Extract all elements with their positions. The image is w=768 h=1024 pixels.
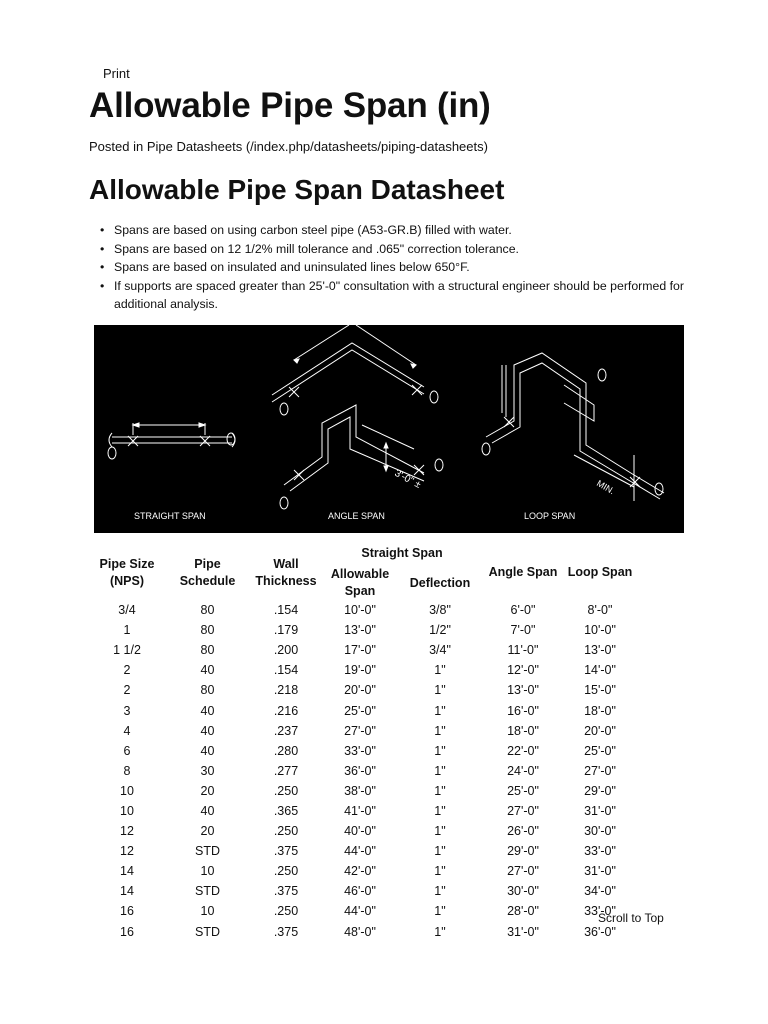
cell-angle-span: 31'-0" bbox=[507, 924, 539, 939]
page-title: Allowable Pipe Span (in) bbox=[89, 86, 491, 125]
cell-angle-span: 28'-0" bbox=[507, 904, 539, 919]
cell-pipe-size: 12 bbox=[120, 844, 134, 859]
cell-pipe-size: 14 bbox=[120, 864, 134, 879]
cell-allowable-span: 38'-0" bbox=[344, 783, 376, 798]
table-row bbox=[89, 721, 636, 741]
cell-deflection: 1" bbox=[434, 924, 446, 939]
note-item: • Spans are based on using carbon steel pipe (A53-GR.B) filled with water. bbox=[98, 221, 688, 240]
table-row bbox=[89, 922, 636, 942]
table-row bbox=[89, 741, 636, 761]
cell-deflection: 1" bbox=[434, 844, 446, 859]
header-loop-span: Loop Span bbox=[567, 565, 633, 579]
cell-loop-span: 10'-0" bbox=[584, 623, 616, 638]
cell-angle-span: 29'-0" bbox=[507, 844, 539, 859]
cell-angle-span: 16'-0" bbox=[507, 703, 539, 718]
cell-pipe-size: 1 bbox=[123, 623, 131, 638]
angle-span-label: ANGLE SPAN bbox=[328, 511, 385, 521]
cell-wall-thickness: .200 bbox=[273, 643, 299, 658]
cell-allowable-span: 48'-0" bbox=[344, 924, 376, 939]
cell-allowable-span: 17'-0" bbox=[344, 643, 376, 658]
cell-pipe-size: 10 bbox=[120, 783, 134, 798]
cell-allowable-span: 19'-0" bbox=[344, 663, 376, 678]
cell-wall-thickness: .277 bbox=[273, 763, 299, 778]
cell-wall-thickness: .250 bbox=[273, 864, 299, 879]
table-row bbox=[89, 660, 636, 680]
cell-wall-thickness: .216 bbox=[273, 703, 299, 718]
cell-deflection: 1" bbox=[434, 723, 446, 738]
header-straight-span: Straight Span bbox=[361, 546, 443, 560]
cell-loop-span: 14'-0" bbox=[584, 663, 616, 678]
notes-list bbox=[98, 221, 688, 314]
angle-span-drawing bbox=[272, 325, 443, 509]
cell-pipe-size: 12 bbox=[120, 824, 134, 839]
cell-deflection: 1/2" bbox=[429, 623, 451, 638]
cell-wall-thickness: .154 bbox=[273, 603, 299, 618]
cell-deflection: 3/4" bbox=[429, 643, 451, 658]
cell-pipe-size: 8 bbox=[123, 763, 131, 778]
cell-deflection: 1" bbox=[434, 803, 446, 818]
cell-schedule: 80 bbox=[200, 683, 215, 698]
cell-allowable-span: 44'-0" bbox=[344, 844, 376, 859]
cell-deflection: 1" bbox=[434, 904, 446, 919]
table-row bbox=[89, 841, 636, 861]
cell-loop-span: 34'-0" bbox=[584, 884, 616, 899]
cell-loop-span: 29'-0" bbox=[584, 783, 616, 798]
cell-schedule: 40 bbox=[200, 703, 215, 718]
cell-schedule: 80 bbox=[200, 623, 215, 638]
cell-angle-span: 18'-0" bbox=[507, 723, 539, 738]
table-row bbox=[89, 640, 636, 660]
cell-deflection: 1" bbox=[434, 743, 446, 758]
cell-schedule: 30 bbox=[200, 763, 215, 778]
header-thickness-label: Thickness bbox=[255, 573, 317, 588]
header-allowable-label: Allowable bbox=[330, 567, 390, 581]
table-row bbox=[89, 901, 636, 921]
header-deflection: Deflection bbox=[409, 575, 471, 590]
cell-loop-span: 20'-0" bbox=[584, 723, 616, 738]
note-item: • Spans are based on 12 1/2% mill tolerance and .065" correction tolerance. bbox=[98, 240, 688, 259]
table-row bbox=[89, 821, 636, 841]
cell-pipe-size: 1 1/2 bbox=[113, 643, 141, 658]
table-row bbox=[89, 781, 636, 801]
cell-loop-span: 8'-0" bbox=[587, 603, 613, 618]
cell-angle-span: 7'-0" bbox=[510, 623, 536, 638]
cell-schedule: STD bbox=[195, 884, 220, 899]
cell-schedule: 10 bbox=[200, 864, 215, 879]
cell-loop-span: 31'-0" bbox=[584, 803, 616, 818]
cell-wall-thickness: .218 bbox=[273, 683, 299, 698]
cell-wall-thickness: .250 bbox=[273, 783, 299, 798]
cell-deflection: 1" bbox=[434, 683, 446, 698]
cell-wall-thickness: .237 bbox=[273, 723, 299, 738]
note-item: • Spans are based on insulated and uninsulated lines below 650°F. bbox=[98, 258, 688, 277]
cell-angle-span: 26'-0" bbox=[507, 824, 539, 839]
cell-wall-thickness: .375 bbox=[273, 924, 299, 939]
cell-loop-span: 18'-0" bbox=[584, 703, 616, 718]
cell-schedule: 20 bbox=[200, 824, 215, 839]
category-link[interactable]: (/index.php/datasheets/piping-datasheets) bbox=[245, 139, 488, 154]
cell-loop-span: 30'-0" bbox=[584, 824, 616, 839]
table-row bbox=[89, 600, 636, 620]
cell-schedule: STD bbox=[195, 844, 220, 859]
cell-wall-thickness: .375 bbox=[273, 844, 299, 859]
pipe-span-diagram bbox=[94, 325, 684, 533]
posted-in-label: Posted in Pipe Datasheets bbox=[89, 139, 243, 154]
header-span-label: Span bbox=[344, 584, 376, 598]
note-item: • If supports are spaced greater than 25'-0" consultation with a structural engineer should be performed for additional analysis. bbox=[98, 277, 688, 314]
cell-schedule: 40 bbox=[200, 743, 215, 758]
table-body bbox=[89, 600, 636, 942]
header-schedule-label: Schedule bbox=[179, 573, 236, 588]
cell-schedule: 80 bbox=[200, 603, 215, 618]
header-angle-span: Angle Span bbox=[488, 565, 558, 579]
table-row bbox=[89, 861, 636, 881]
angle-dimension-label: 3'-0" ± bbox=[392, 467, 423, 491]
header-pipe-size bbox=[89, 545, 165, 600]
cell-loop-span: 33'-0" bbox=[584, 904, 616, 919]
cell-schedule: 20 bbox=[200, 783, 215, 798]
cell-allowable-span: 10'-0" bbox=[344, 603, 376, 618]
cell-deflection: 1" bbox=[434, 864, 446, 879]
header-allowable-span bbox=[322, 566, 398, 600]
straight-span-drawing bbox=[108, 423, 235, 459]
cell-deflection: 1" bbox=[434, 824, 446, 839]
header-pipe-schedule bbox=[165, 545, 250, 600]
cell-schedule: 40 bbox=[200, 723, 215, 738]
cell-angle-span: 27'-0" bbox=[507, 864, 539, 879]
cell-deflection: 1" bbox=[434, 703, 446, 718]
cell-pipe-size: 2 bbox=[123, 683, 131, 698]
cell-pipe-size: 6 bbox=[123, 743, 131, 758]
straight-span-label: STRAIGHT SPAN bbox=[134, 511, 206, 521]
cell-loop-span: 31'-0" bbox=[584, 864, 616, 879]
table-row bbox=[89, 700, 636, 720]
cell-angle-span: 30'-0" bbox=[507, 884, 539, 899]
cell-allowable-span: 27'-0" bbox=[344, 723, 376, 738]
cell-schedule: 10 bbox=[200, 904, 215, 919]
table-row bbox=[89, 761, 636, 781]
cell-allowable-span: 20'-0" bbox=[344, 683, 376, 698]
cell-pipe-size: 14 bbox=[120, 884, 134, 899]
loop-span-label: LOOP SPAN bbox=[524, 511, 576, 521]
cell-loop-span: 13'-0" bbox=[584, 643, 616, 658]
header-pipe-label: Pipe bbox=[194, 556, 221, 571]
cell-angle-span: 6'-0" bbox=[510, 603, 536, 618]
header-wall-thickness bbox=[250, 545, 322, 600]
table-row bbox=[89, 801, 636, 821]
cell-pipe-size: 4 bbox=[123, 723, 131, 738]
cell-allowable-span: 40'-0" bbox=[344, 824, 376, 839]
cell-loop-span: 27'-0" bbox=[584, 763, 616, 778]
cell-allowable-span: 41'-0" bbox=[344, 803, 376, 818]
table-row bbox=[89, 620, 636, 640]
cell-angle-span: 24'-0" bbox=[507, 763, 539, 778]
cell-allowable-span: 36'-0" bbox=[344, 763, 376, 778]
header-wall-label: Wall bbox=[273, 556, 299, 571]
cell-pipe-size: 16 bbox=[120, 904, 134, 919]
cell-allowable-span: 25'-0" bbox=[344, 703, 376, 718]
cell-schedule: 80 bbox=[200, 643, 215, 658]
cell-angle-span: 27'-0" bbox=[507, 803, 539, 818]
cell-wall-thickness: .179 bbox=[273, 623, 299, 638]
cell-schedule: STD bbox=[195, 924, 220, 939]
cell-pipe-size: 10 bbox=[120, 803, 134, 818]
cell-loop-span: 15'-0" bbox=[584, 683, 616, 698]
cell-deflection: 3/8" bbox=[429, 603, 451, 618]
cell-allowable-span: 42'-0" bbox=[344, 864, 376, 879]
cell-loop-span: 36'-0" bbox=[584, 924, 616, 939]
cell-pipe-size: 3/4 bbox=[118, 603, 136, 618]
loop-span-drawing bbox=[482, 353, 664, 501]
cell-allowable-span: 33'-0" bbox=[344, 743, 376, 758]
cell-loop-span: 25'-0" bbox=[584, 743, 616, 758]
cell-schedule: 40 bbox=[200, 663, 215, 678]
cell-allowable-span: 44'-0" bbox=[344, 904, 376, 919]
cell-wall-thickness: .250 bbox=[273, 904, 299, 919]
cell-wall-thickness: .250 bbox=[273, 824, 299, 839]
header-pipe-size-label: Pipe Size bbox=[99, 556, 155, 571]
cell-pipe-size: 3 bbox=[123, 703, 131, 718]
cell-wall-thickness: .154 bbox=[273, 663, 299, 678]
scroll-to-top-link[interactable]: Scroll to Top bbox=[598, 911, 664, 925]
cell-angle-span: 12'-0" bbox=[507, 663, 539, 678]
cell-angle-span: 11'-0" bbox=[507, 643, 539, 658]
cell-angle-span: 25'-0" bbox=[507, 783, 539, 798]
cell-pipe-size: 2 bbox=[123, 663, 131, 678]
cell-wall-thickness: .365 bbox=[273, 803, 299, 818]
cell-deflection: 1" bbox=[434, 663, 446, 678]
cell-angle-span: 13'-0" bbox=[507, 683, 539, 698]
cell-pipe-size: 16 bbox=[120, 924, 134, 939]
cell-wall-thickness: .375 bbox=[273, 884, 299, 899]
section-title: Allowable Pipe Span Datasheet bbox=[89, 174, 505, 205]
cell-allowable-span: 13'-0" bbox=[344, 623, 376, 638]
cell-angle-span: 22'-0" bbox=[507, 743, 539, 758]
cell-deflection: 1" bbox=[434, 763, 446, 778]
loop-dimension-label: MIN. bbox=[595, 478, 617, 497]
cell-schedule: 40 bbox=[200, 803, 215, 818]
pipe-span-table bbox=[89, 545, 636, 942]
cell-loop-span: 33'-0" bbox=[584, 844, 616, 859]
cell-deflection: 1" bbox=[434, 783, 446, 798]
table-row bbox=[89, 881, 636, 901]
posted-in-line bbox=[89, 139, 488, 154]
cell-deflection: 1" bbox=[434, 884, 446, 899]
print-link[interactable]: Print bbox=[103, 66, 130, 81]
table-row bbox=[89, 680, 636, 700]
cell-wall-thickness: .280 bbox=[273, 743, 299, 758]
header-nps-label: (NPS) bbox=[109, 573, 145, 588]
cell-allowable-span: 46'-0" bbox=[344, 884, 376, 899]
